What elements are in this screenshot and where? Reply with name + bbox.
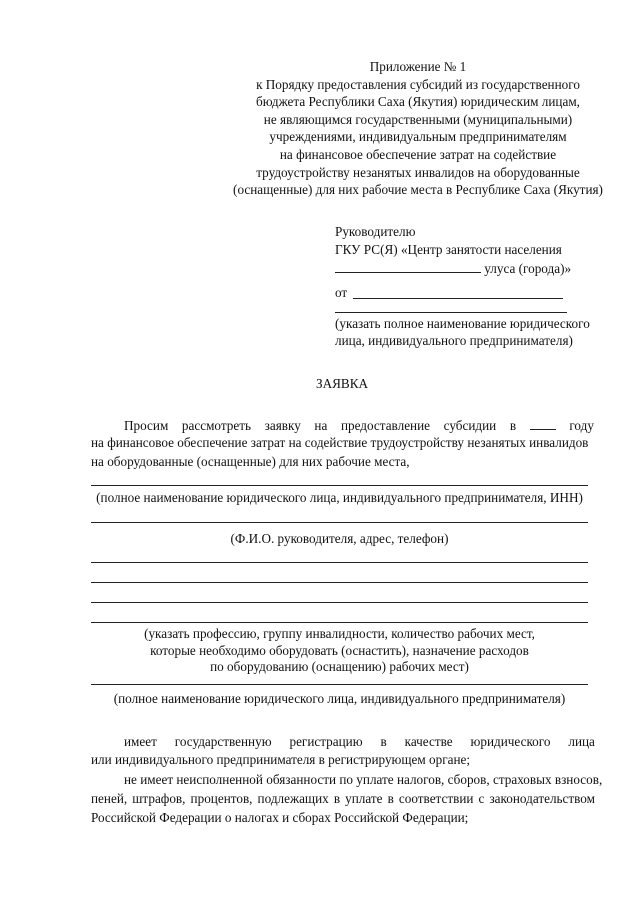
profession-field-2 [91, 582, 588, 583]
statement-1-line-1 [124, 734, 595, 750]
statement-1-line-2: или индивидуального предпринимателя в регистрирующем органе; [91, 752, 471, 767]
appendix-line: не являющимся государственными (муниципальными) [263, 111, 573, 127]
addressee-hint [335, 315, 590, 349]
profession-caption-line: которые необходимо оборудовать (оснастить), назначение расходов [150, 642, 529, 658]
from-label: от [335, 285, 348, 300]
profession-field-1 [91, 562, 588, 563]
statement-word: качестве [404, 734, 453, 749]
profession-caption [91, 626, 588, 676]
request-word: рассмотреть [181, 418, 251, 433]
appendix-line: на финансовое обеспечение затрат на содействие [279, 146, 557, 162]
document-title: ЗАЯВКА [315, 376, 369, 391]
statement-word: имеет [124, 734, 157, 749]
statement-word: государственную [174, 734, 272, 749]
request-word: году [569, 418, 594, 433]
appendix-line: бюджета Республики Саха (Якутия) юридическим лицам, [256, 94, 580, 110]
request-word: в [509, 418, 517, 433]
addressee-hint-line: (указать полное наименование юридического [335, 316, 590, 331]
from-blank-2 [335, 312, 567, 313]
profession-caption-line: по оборудованию (оснащению) рабочих мест) [210, 659, 469, 674]
addressee-line: ГКУ РС(Я) «Центр занятости населения [335, 242, 562, 257]
appendix-header [228, 58, 608, 199]
addressee-line [335, 260, 605, 278]
request-line-2: на финансовое обеспечение затрат на содействие трудоустройству незанятых инвалидов [91, 435, 589, 450]
addressee-line: Руководителю [335, 224, 416, 239]
entity-inn-caption: (полное наименование юридического лица, индивидуального предпринимателя, ИНН) [96, 490, 583, 505]
request-word: на [314, 418, 328, 433]
statement-word: в [380, 734, 387, 749]
entity-inn-field [91, 485, 588, 486]
appendix-line: к Порядку предоставления субсидий из государственного [256, 76, 580, 92]
entity-caption: (полное наименование юридического лица, индивидуального предпринимателя) [113, 691, 566, 706]
statement-2-line-3: Российской Федерации о налогах и сборах Российской Федерации; [91, 810, 469, 825]
appendix-line: трудоустройству незанятых инвалидов на оборудованные [256, 164, 580, 180]
statement-word: регистрацию [289, 734, 363, 749]
year-blank [530, 417, 556, 430]
addressee-block [335, 224, 605, 278]
appendix-line: Приложение № 1 [369, 59, 467, 74]
statement-word: лица [568, 734, 595, 749]
entity-field [91, 684, 588, 685]
statement-2-line-1: не имеет неисполненной обязанности по уплате налогов, сборов, страховых взносов, [124, 772, 603, 787]
appendix-line: (оснащенные) для них рабочие места в Республике Саха (Якутия) [233, 182, 603, 198]
statement-2-line-2: пеней, штрафов, процентов, подлежащих в уплате в соответствии с законодательством [91, 791, 595, 806]
statement-word: юридического [470, 734, 551, 749]
head-info-field [91, 522, 588, 523]
request-word: предоставление [340, 418, 431, 433]
district-blank [335, 260, 481, 273]
request-word: субсидии [443, 418, 497, 433]
head-info-caption: (Ф.И.О. руководителя, адрес, телефон) [230, 531, 449, 546]
profession-field-3 [91, 602, 588, 603]
addressee-line-suffix: улуса (города)» [484, 261, 572, 276]
profession-field-4 [91, 622, 588, 623]
profession-caption-line: (указать профессию, группу инвалидности, количество рабочих мест, [144, 626, 535, 641]
request-word: заявку [264, 418, 301, 433]
appendix-line: учреждениями, индивидуальным предпринимателям [269, 129, 567, 145]
request-line-3: на оборудованные (оснащенные) для них рабочие места, [91, 454, 410, 469]
request-line-1 [124, 417, 594, 434]
from-blank-1 [353, 298, 563, 299]
addressee-hint-line: лица, индивидуального предпринимателя) [335, 333, 573, 348]
request-word: Просим [124, 418, 169, 433]
